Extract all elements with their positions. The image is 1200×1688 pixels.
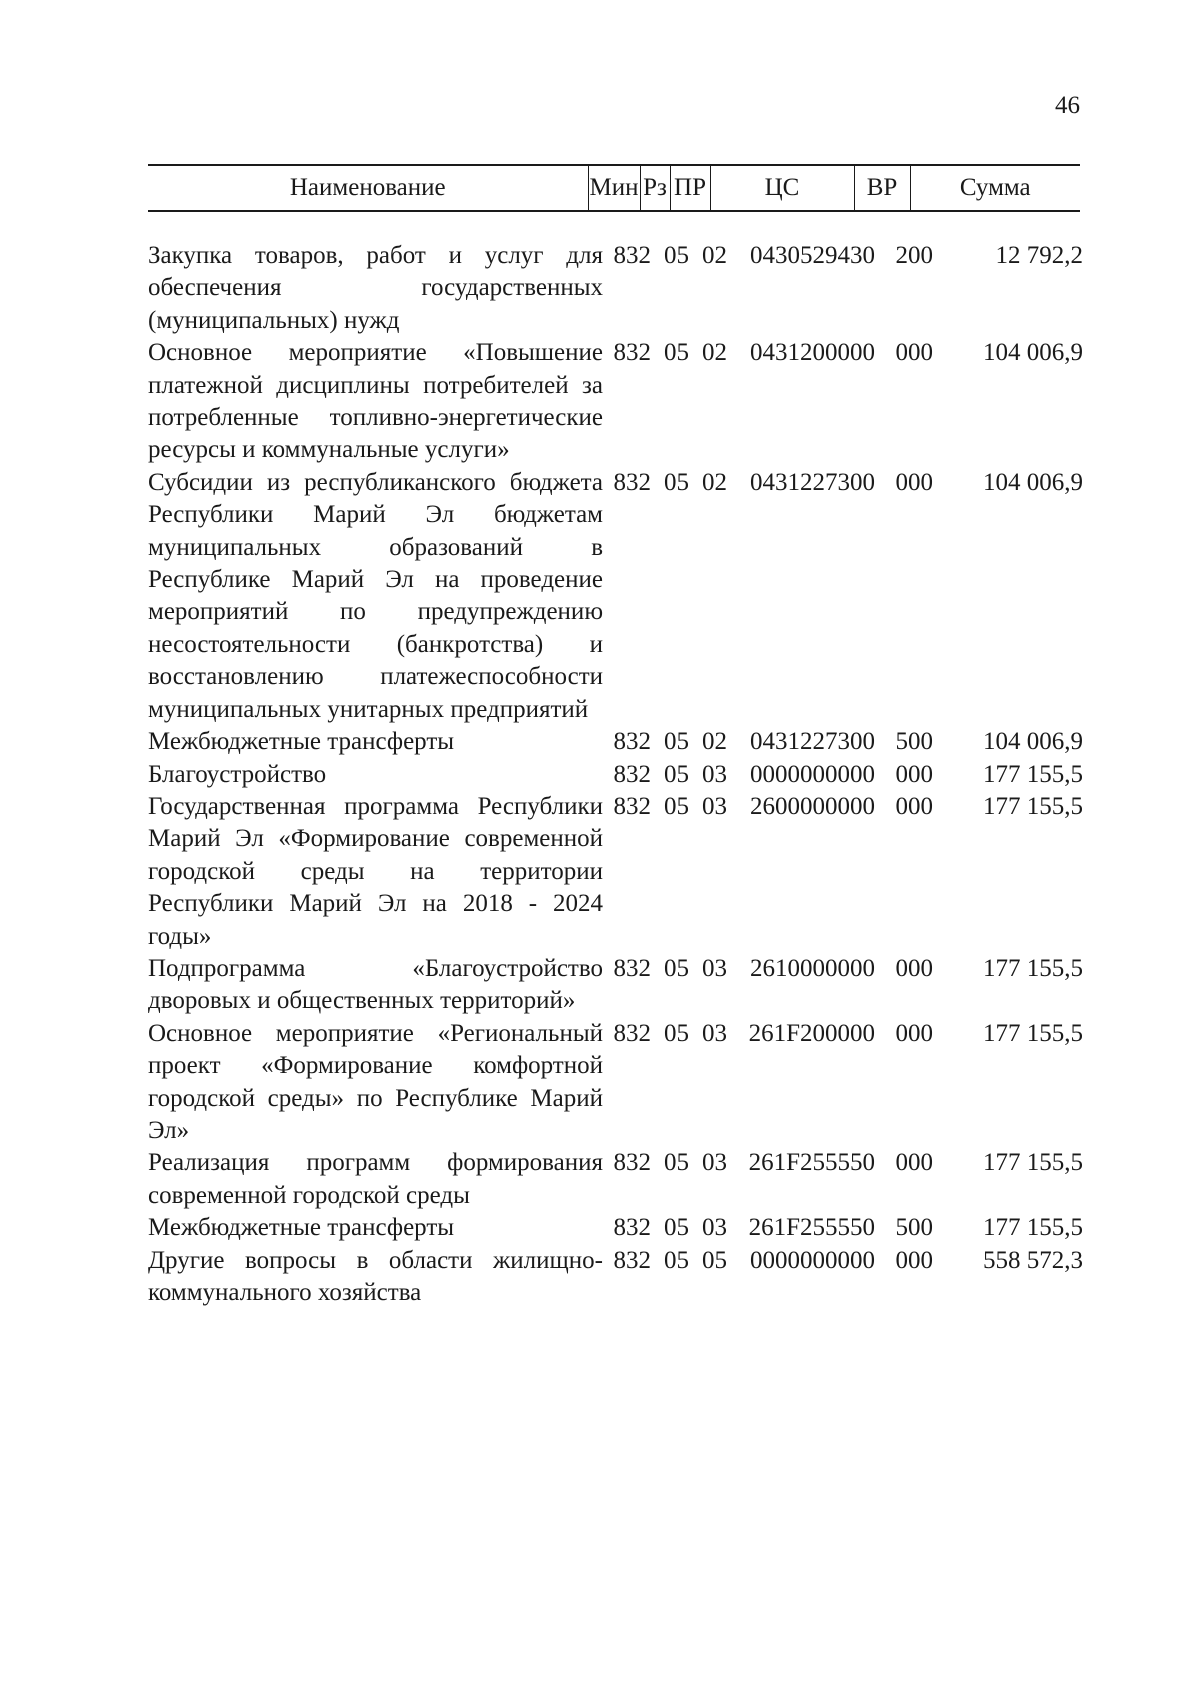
header-cs: ЦС (710, 165, 854, 211)
row-sum: 104 006,9 (983, 468, 1083, 496)
row-name: Закупка товаров, работ и услуг для обеспечения государственных (муниципальных) нужд (148, 242, 603, 334)
table-row (148, 240, 1088, 337)
row-cs: 0430529430 (750, 242, 875, 269)
row-vr: 000 (895, 792, 933, 820)
row-vr: 000 (895, 760, 933, 788)
row-vr: 500 (895, 1214, 933, 1242)
row-vr: 200 (895, 242, 933, 269)
row-cs: 261F255550 (748, 1214, 875, 1242)
row-vr: 500 (895, 728, 933, 756)
table-row (148, 953, 1088, 1018)
row-name: Благоустройство (148, 760, 327, 788)
row-pr: 02 (702, 728, 727, 756)
row-rz: 05 (664, 242, 689, 269)
row-cs: 2610000000 (750, 954, 875, 982)
row-rz: 05 (664, 339, 689, 367)
row-rz: 05 (664, 1019, 689, 1047)
row-name: Государственная программа Республики Марий Эл «Формирование современной городской среды на территории Республики Марий Эл на 2018 - 2024 годы» (148, 792, 603, 950)
page-number: 46 (1055, 92, 1080, 119)
row-pr: 02 (702, 468, 727, 496)
table-row (148, 759, 1088, 791)
table-header (148, 164, 1080, 212)
row-pr: 03 (702, 792, 727, 820)
header-vr: ВР (854, 165, 910, 211)
row-sum: 177 155,5 (983, 760, 1083, 788)
row-rz: 05 (664, 954, 689, 982)
row-vr: 000 (895, 954, 933, 982)
row-sum: 177 155,5 (983, 1149, 1083, 1177)
row-pr: 03 (702, 760, 727, 788)
row-name: Межбюджетные трансферты (148, 1214, 455, 1242)
row-pr: 03 (702, 1214, 727, 1242)
row-vr: 000 (895, 1246, 933, 1274)
row-name: Субсидии из республиканского бюджета Республики Марий Эл бюджетам муниципальных образований в Республике Марий Эл на проведение мероприятий по предупреждению несостоятельности (банкротства) и восстановлению платежеспособности муниципальных унитарных предприятий (148, 468, 603, 723)
table-row (148, 1212, 1088, 1244)
row-pr: 02 (702, 242, 727, 269)
row-sum: 177 155,5 (983, 1019, 1083, 1047)
table-row (148, 467, 1088, 726)
row-cs: 0431200000 (750, 339, 875, 367)
table-row (148, 1245, 1088, 1310)
row-name: Основное мероприятие «Региональный проект «Формирование комфортной городской среды» по Республике Марий Эл» (148, 1019, 603, 1144)
row-vr: 000 (895, 1019, 933, 1047)
row-cs: 261F200000 (748, 1019, 875, 1047)
row-pr: 02 (702, 339, 727, 367)
row-min: 832 (613, 242, 651, 269)
row-rz: 05 (664, 468, 689, 496)
row-name: Основное мероприятие «Повышение платежной дисциплины потребителей за потребленные топливно-энергетические ресурсы и коммунальные услуги» (148, 339, 603, 464)
row-min: 832 (613, 728, 651, 756)
row-min: 832 (613, 760, 651, 788)
row-rz: 05 (664, 760, 689, 788)
row-min: 832 (613, 468, 651, 496)
row-min: 832 (613, 1149, 651, 1177)
row-min: 832 (613, 1246, 651, 1274)
row-min: 832 (613, 954, 651, 982)
row-sum: 177 155,5 (983, 792, 1083, 820)
table-row (148, 1018, 1088, 1148)
row-sum: 177 155,5 (983, 954, 1083, 982)
table-row (148, 337, 1088, 467)
row-pr: 03 (702, 1149, 727, 1177)
row-name: Подпрограмма «Благоустройство дворовых и общественных территорий» (148, 954, 603, 1015)
row-sum: 104 006,9 (983, 339, 1083, 367)
row-name: Другие вопросы в области жилищно-коммунального хозяйства (148, 1246, 603, 1306)
row-vr: 000 (895, 1149, 933, 1177)
row-min: 832 (613, 1019, 651, 1047)
row-sum: 12 792,2 (995, 242, 1083, 269)
row-min: 832 (613, 792, 651, 820)
row-rz: 05 (664, 1246, 689, 1274)
row-min: 832 (613, 1214, 651, 1242)
row-cs: 0431227300 (750, 728, 875, 756)
row-pr: 03 (702, 954, 727, 982)
row-cs: 0000000000 (750, 1246, 875, 1274)
row-cs: 2600000000 (750, 792, 875, 820)
row-pr: 03 (702, 1019, 727, 1047)
row-vr: 000 (895, 468, 933, 496)
row-pr: 05 (702, 1246, 727, 1274)
row-cs: 0431227300 (750, 468, 875, 496)
header-min: Мин (588, 165, 640, 211)
row-rz: 05 (664, 1149, 689, 1177)
header-rz: Рз (640, 165, 670, 211)
row-rz: 05 (664, 792, 689, 820)
row-rz: 05 (664, 728, 689, 756)
row-name: Межбюджетные трансферты (148, 728, 455, 756)
table-body (148, 240, 1088, 1309)
table-row (148, 791, 1088, 953)
row-sum: 104 006,9 (983, 728, 1083, 756)
header-pr: ПР (670, 165, 710, 211)
row-cs: 0000000000 (750, 760, 875, 788)
row-name: Реализация программ формирования современной городской среды (148, 1149, 603, 1209)
header-name: Наименование (289, 174, 446, 201)
row-min: 832 (613, 339, 651, 367)
row-sum: 177 155,5 (983, 1214, 1083, 1242)
row-sum: 558 572,3 (983, 1246, 1083, 1274)
table-row (148, 726, 1088, 758)
row-vr: 000 (895, 339, 933, 367)
header-sum: Сумма (910, 165, 1080, 211)
row-rz: 05 (664, 1214, 689, 1242)
row-cs: 261F255550 (748, 1149, 875, 1177)
table-row (148, 1147, 1088, 1212)
